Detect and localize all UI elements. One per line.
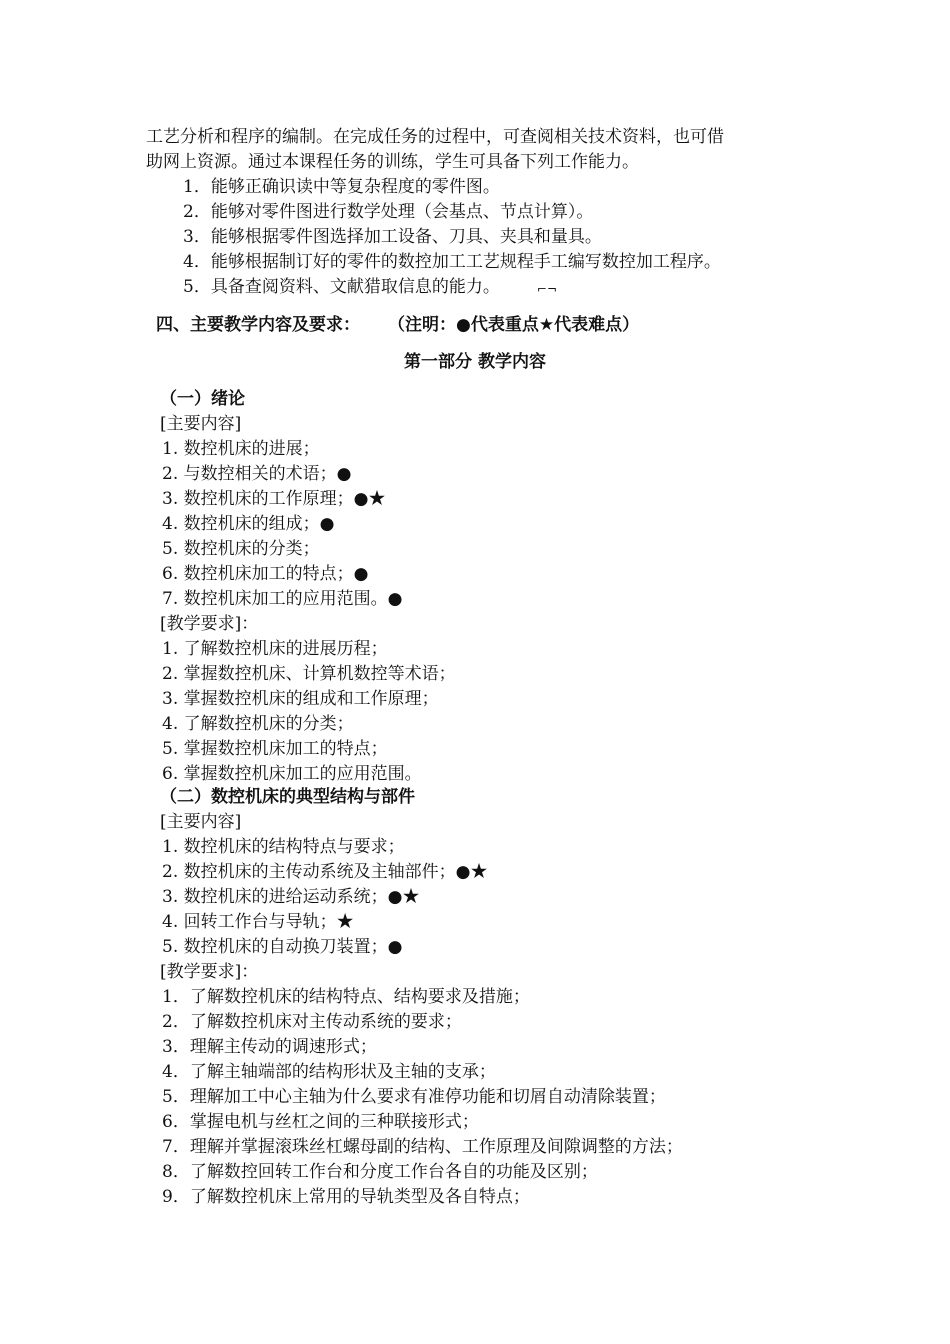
paragraph-mark: ⌐¬ [537,282,558,296]
chapter-title: （二）数控机床的典型结构与部件 [160,787,415,807]
ability-item: 4．能够根据制订好的零件的数控加工工艺规程手工编写数控加工程序。 [183,252,721,272]
list-item: 5. 数控机床的自动换刀装置；● [162,937,403,957]
list-item: 7. 数控机床加工的应用范围。● [162,589,403,609]
list-item: 3. 数控机床的进给运动系统；●★ [162,887,420,907]
list-item: 4. 了解数控机床的分类； [162,714,354,734]
requirements-label: [教学要求]： [160,962,259,982]
list-item: 7．理解并掌握滚珠丝杠螺母副的结构、工作原理及间隙调整的方法； [162,1137,683,1157]
ability-item: 3．能够根据零件图选择加工设备、刀具、夹具和量具。 [183,227,602,247]
list-item: 6. 掌握数控机床加工的应用范围。 [162,764,422,784]
list-item: 4. 回转工作台与导轨；★ [162,912,354,932]
requirements-label: [教学要求]： [160,614,259,634]
intro-line-1: 工艺分析和程序的编制。在完成任务的过程中，可查阅相关技术资料，也可借 [146,127,724,147]
list-item: 5. 掌握数控机床加工的特点； [162,739,388,759]
list-item: 5. 数控机床的分类； [162,539,320,559]
ability-item: 5．具备查阅资料、文献猎取信息的能力。 [183,277,500,297]
section-note: （注明：●代表重点★代表难点） [388,315,640,335]
list-item: 1. 数控机床的结构特点与要求； [162,837,405,857]
list-item: 2. 数控机床的主传动系统及主轴部件；●★ [162,862,488,882]
list-item: 1. 了解数控机床的进展历程； [162,639,388,659]
list-item: 1．了解数控机床的结构特点、结构要求及措施； [162,987,530,1007]
list-item: 1. 数控机床的进展； [162,439,320,459]
list-item: 3．理解主传动的调速形式； [162,1037,377,1057]
main-content-label: [主要内容] [160,414,242,434]
list-item: 3. 数控机床的工作原理；●★ [162,489,386,509]
list-item: 2．了解数控机床对主传动系统的要求； [162,1012,462,1032]
list-item: 2. 与数控相关的术语；● [162,464,352,484]
section-heading: 四、主要教学内容及要求： [156,315,360,335]
list-item: 6．掌握电机与丝杠之间的三种联接形式； [162,1112,479,1132]
list-item: 6. 数控机床加工的特点；● [162,564,369,584]
list-item: 5．理解加工中心主轴为什么要求有准停功能和切屑自动清除装置； [162,1087,666,1107]
list-item: 8．了解数控回转工作台和分度工作台各自的功能及区别； [162,1162,598,1182]
list-item: 3. 掌握数控机床的组成和工作原理； [162,689,439,709]
ability-item: 2．能够对零件图进行数学处理（会基点、节点计算）。 [183,202,594,222]
chapter-title: （一）绪论 [160,389,245,409]
list-item: 9．了解数控机床上常用的导轨类型及各自特点； [162,1187,530,1207]
list-item: 2. 掌握数控机床、计算机数控等术语； [162,664,456,684]
list-item: 4. 数控机床的组成；● [162,514,335,534]
intro-line-2: 助网上资源。通过本课程任务的训练，学生可具备下列工作能力。 [146,152,639,172]
list-item: 4．了解主轴端部的结构形状及主轴的支承； [162,1062,496,1082]
part-title: 第一部分 教学内容 [404,352,546,372]
main-content-label: [主要内容] [160,812,242,832]
ability-item: 1．能够正确识读中等复杂程度的零件图。 [183,177,500,197]
